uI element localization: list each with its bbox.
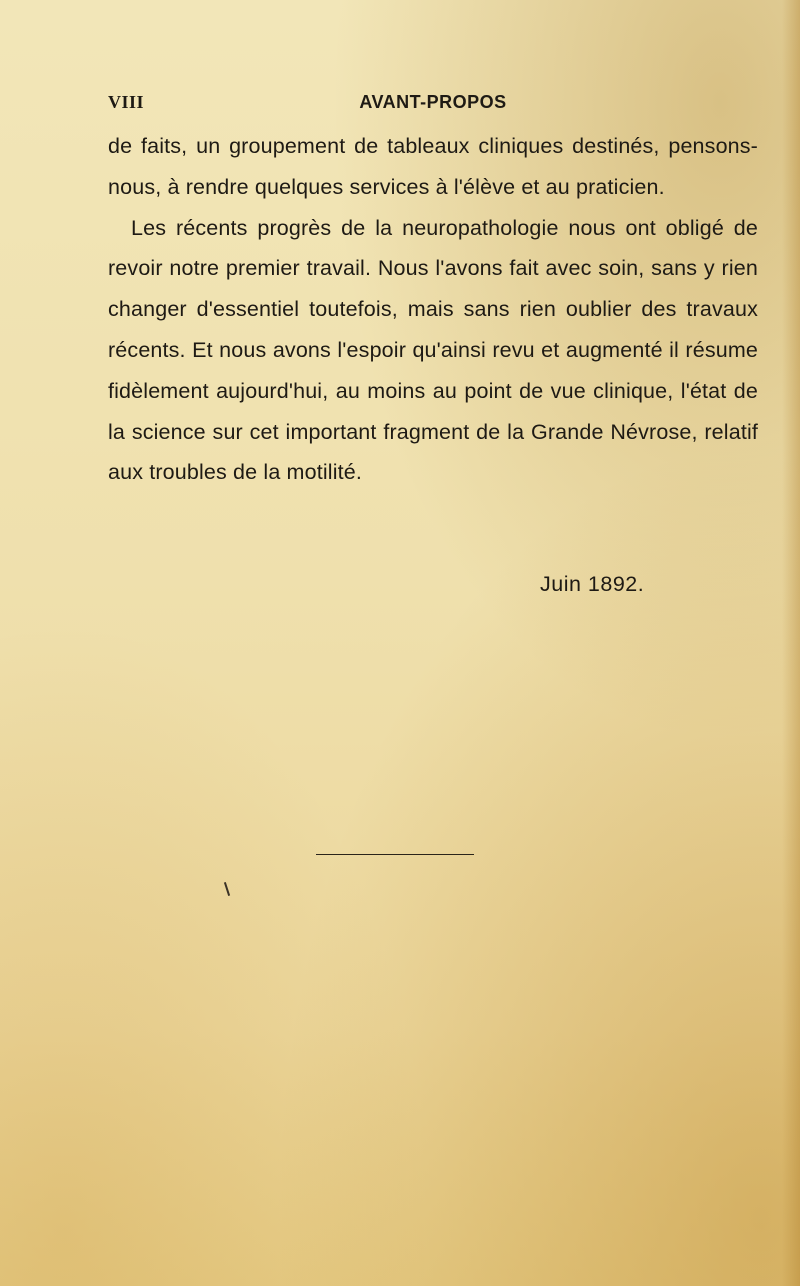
page-number: VIII (108, 92, 145, 112)
page-edge-shading (782, 0, 800, 1286)
stray-mark (224, 882, 230, 896)
date-line: Juin 1892. (540, 572, 645, 596)
paragraph-continued: de faits, un groupement de tableaux cliniques destinés, pensons-nous, à rendre quelques services à l'élève et au praticien. (108, 134, 758, 199)
paragraph: Les récents progrès de la neuropathologie nous ont obligé de revoir notre premier travail. Nous l'avons fait avec soin, sans y rien changer d'essentiel toutefois, mais sans rien oublier des travaux récents. Et nous avons l'espoir qu'ainsi revu et augmenté il résume fidèlement aujourd'hui, au moins au point de vue clinique, l'état de la science sur cet important fragment de la Grande Névrose, relatif aux troubles de la motilité. (108, 215, 758, 485)
section-title: AVANT-PROPOS (359, 92, 507, 112)
running-head (108, 92, 758, 116)
horizontal-rule (316, 854, 474, 855)
body-text (108, 126, 758, 493)
